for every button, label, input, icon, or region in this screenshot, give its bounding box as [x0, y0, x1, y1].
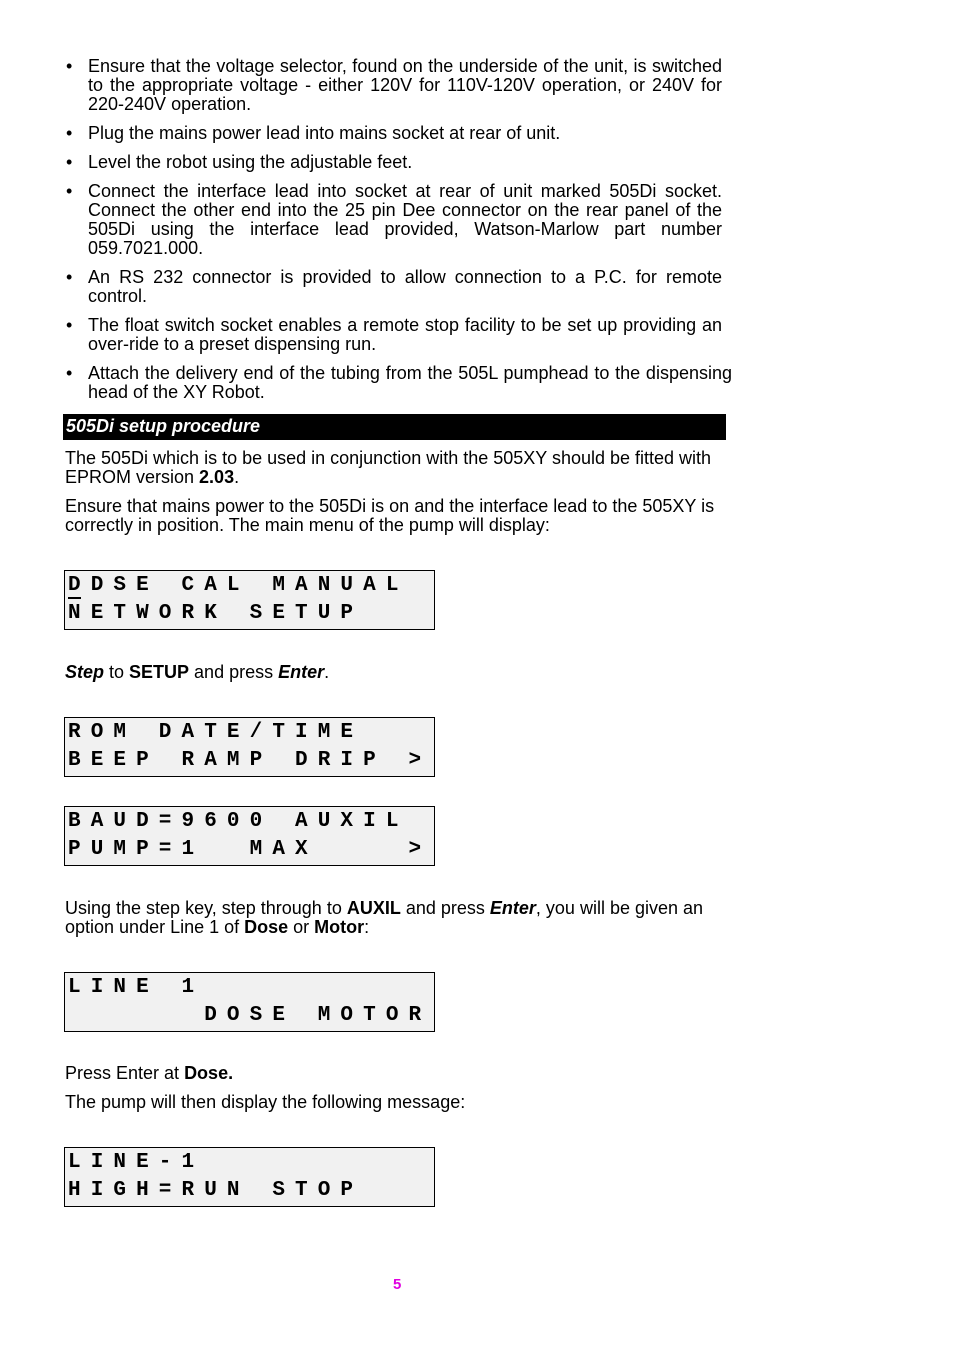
lcd-display-line1-option [64, 972, 435, 1032]
text: Press Enter at [65, 1063, 185, 1083]
press-enter-text [65, 1064, 725, 1083]
section-heading: 505Di setup procedure [63, 414, 726, 440]
bullet-item: • Connect the interface lead into socket at rear of unit marked 505Di socket. Connect the other end into the 25 pin Dee connector on the rear panel of the 505Di using the interface lead provided, Watson-Marlow part number 059.7021.000. [66, 182, 722, 258]
text: : [364, 917, 370, 937]
text: The 505Di which is to be used in conjunction with the 505XY should be fitted with EPROM version [65, 448, 712, 487]
eprom-paragraph [65, 449, 725, 487]
lcd-display-line1-message [64, 1147, 435, 1207]
text: AUXIL [346, 898, 401, 918]
text: and press [400, 898, 490, 918]
lcd-line-1: ROM DATE/TIME [68, 721, 364, 744]
step-instruction [65, 663, 725, 682]
eprom-version: 2.03 [199, 467, 235, 487]
bullet-item: • The float switch socket enables a remote stop facility to be set up providing an over-ride to a preset dispensing run. [66, 316, 722, 354]
text: Enter [278, 662, 325, 682]
page-number: 5 [393, 1276, 402, 1293]
text: . [324, 662, 330, 682]
auxil-instruction [65, 899, 725, 937]
pump-message-text: The pump will then display the following message: [65, 1092, 466, 1112]
lcd-line-1: BAUD=9600 AUXIL [68, 810, 409, 833]
text: or [288, 917, 315, 937]
lcd-line-1: LINE-1 [68, 1151, 205, 1174]
lcd-line-2: BEEP RAMP DRIP > [68, 749, 432, 772]
bullet-item: • Attach the delivery end of the tubing from the 505L pumphead to the dispensing head of the XY Robot. [66, 364, 732, 402]
lcd-line-1: DDSE CAL MANUAL [68, 573, 434, 601]
lcd-line-2: PUMP=1 MAX > [68, 838, 432, 861]
text: Step [65, 662, 105, 682]
lcd-line-2: DOSE MOTOR [68, 1004, 432, 1027]
text: and press [189, 662, 279, 682]
bullet-item: • An RS 232 connector is provided to allow connection to a P.C. for remote control. [66, 268, 722, 306]
text: . [234, 467, 240, 487]
text: Dose. [184, 1063, 234, 1083]
lcd-line-2: NETWORK SETUP [68, 602, 364, 625]
lcd-display-main-menu [64, 570, 435, 630]
mains-paragraph: Ensure that mains power to the 505Di is on and the interface lead to the 505XY is correctly in position. The main menu of the pump will display: [65, 496, 715, 535]
setup-bullet-list [66, 56, 732, 412]
lcd-line-1: LINE 1 [68, 976, 205, 999]
bullet-item: • Level the robot using the adjustable feet. [66, 153, 722, 172]
text: Using the step key, step through to [65, 898, 347, 918]
text: Enter [489, 898, 536, 918]
text: to [104, 662, 130, 682]
bullet-item: • Plug the mains power lead into mains socket at rear of unit. [66, 124, 722, 143]
bullet-item: • Ensure that the voltage selector, found on the underside of the unit, is switched to the appropriate voltage - either 120V for 110V-120V operation, or 240V for 220-240V operation. [66, 57, 722, 114]
text: , you will be given an option under Line 1 of [65, 898, 704, 937]
lcd-line-2: HIGH=RUN STOP [68, 1179, 364, 1202]
text: Dose [244, 917, 289, 937]
lcd-display-setup-1 [64, 717, 435, 777]
text: SETUP [129, 662, 190, 682]
text: Motor [314, 917, 365, 937]
lcd-display-setup-2 [64, 806, 435, 866]
